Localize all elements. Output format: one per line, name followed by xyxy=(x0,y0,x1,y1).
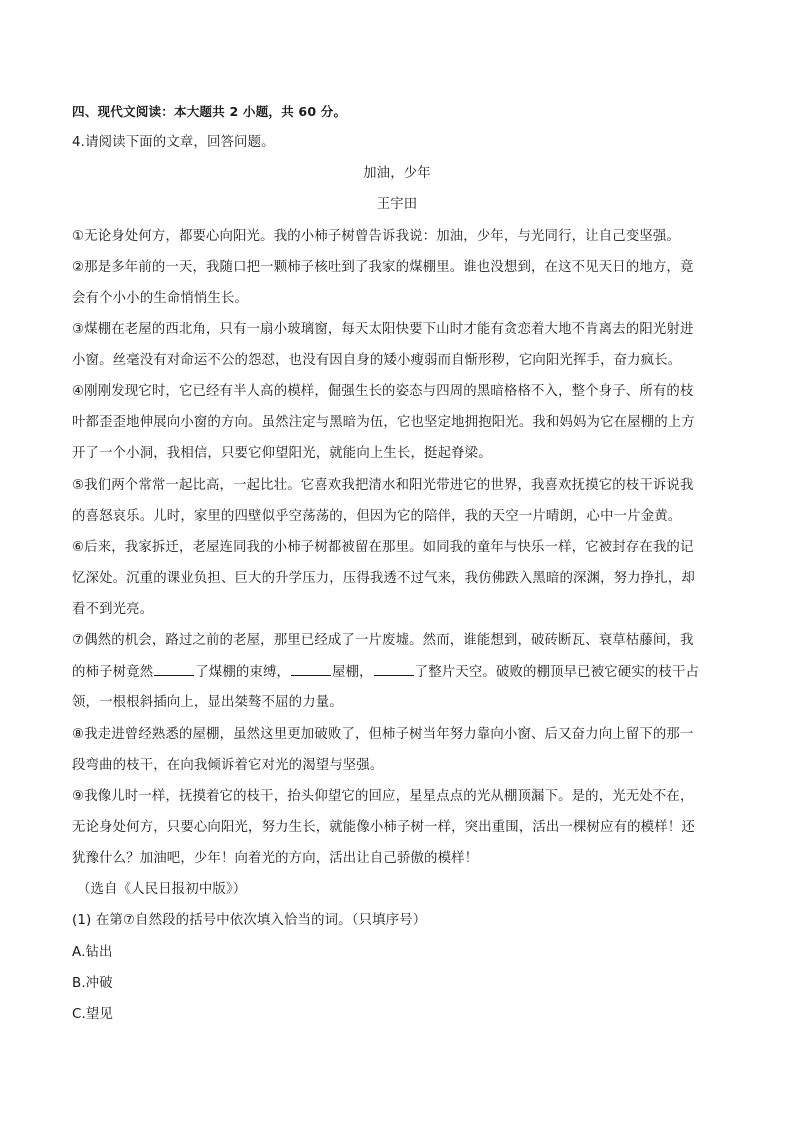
paragraph-line: 犹豫什么？加油吧，少年！向着光的方向，活出让自己骄傲的模样！ xyxy=(72,851,479,866)
paragraph-line: ⑤我们两个常常一起比高，一起比壮。它喜欢我把清水和阳光带进它的世界，我喜欢抚摸它的枝干诉说我 xyxy=(72,478,694,493)
paragraph-line: 领，一根根斜插向上，显出桀骜不屈的力量。 xyxy=(72,695,343,710)
paragraph-line: ①无论身处何方，都要心向阳光。我的小柿子树曾告诉我说：加油，少年，与光同行，让自己变坚强。 xyxy=(72,229,680,244)
paragraph-line: ⑨我像儿时一样，抚摸着它的枝干，抬头仰望它的回应，星星点点的光从棚顶漏下。是的，光无处不在， xyxy=(72,789,694,804)
article-title: 加油，少年 xyxy=(363,166,431,181)
paragraph-line: 开了一个小洞，我相信，只要它仰望阳光，就能向上生长，挺起脊梁。 xyxy=(72,446,492,461)
text-segment: 了整片天空。破败的棚顶早已被它硬实的枝干占 xyxy=(414,665,700,680)
fill-blank-2 xyxy=(291,662,331,676)
paragraph-line: 无论身处何方，只要心向阳光，努力生长，就能像小柿子树一样，突出重围，活出一棵树应有的模样！还 xyxy=(72,820,695,835)
text-segment: 的柿子树竟然 xyxy=(72,665,154,680)
paragraph-line: 的喜怒哀乐。儿时，家里的四壁似乎空荡荡的，但因为它的陪伴，我的天空一片晴朗，心中一片金黄。 xyxy=(72,509,682,524)
paragraph-line: ⑧我走进曾经熟悉的屋棚，虽然这里更加破败了，但柿子树当年努力靠向小窗、后又奋力向上留下的那一 xyxy=(72,727,694,742)
fill-blank-3 xyxy=(374,662,414,676)
text-segment: 屋棚， xyxy=(332,665,373,680)
paragraph-line: 小窗。丝毫没有对命运不公的怨怼，也没有因自身的矮小瘦弱而自惭形秽，它向阳光挥手，奋力疯长。 xyxy=(72,353,682,368)
paragraph-line: ②那是多年前的一天，我随口把一颗柿子核吐到了我家的煤棚里。谁也没想到，在这不见天日的地方，竟 xyxy=(72,260,694,275)
paragraph-line: 看不到光亮。 xyxy=(72,602,154,617)
paragraph-line: ⑥后来，我家拆迁，老屋连同我的小柿子树都被留在那里。如同我的童年与快乐一样，它被封存在我的记 xyxy=(72,540,694,555)
paragraph-line-with-blanks xyxy=(72,662,722,683)
paragraph-line: ④刚刚发现它时，它已经有半人高的模样，倔强生长的姿态与四周的黑暗格格不入，整个身子、所有的枝 xyxy=(72,384,694,399)
question-prompt: 4.请阅读下面的文章，回答问题。 xyxy=(72,135,275,150)
fill-blank-1 xyxy=(154,662,194,676)
paragraph-line: 叶都歪歪地伸展向小窗的方向。虽然注定与黑暗为伍，它也坚定地拥抱阳光。我和妈妈为它在屋棚的上方 xyxy=(72,415,695,430)
subquestion-prompt: (1) 在第⑦自然段的括号中依次填入恰当的词。（只填序号） xyxy=(72,913,427,928)
article-author: 王宇田 xyxy=(376,197,418,212)
paragraph-line: 段弯曲的枝干，在向我倾诉着它对光的渴望与坚强。 xyxy=(72,758,384,773)
paragraph-line: 忆深处。沉重的课业负担、巨大的升学压力，压得我透不过气来，我仿佛跌入黑暗的深渊，努力挣扎，却 xyxy=(72,571,695,586)
option-a: A.钻出 xyxy=(72,945,113,960)
paragraph-line: ⑦偶然的机会，路过之前的老屋，那里已经成了一片废墟。然而，谁能想到，破砖断瓦、衰草枯藤间，我 xyxy=(72,633,694,648)
paragraph-line: ③煤棚在老屋的西北角，只有一扇小玻璃窗，每天太阳快要下山时才能有贪恋着大地不肯离去的阳光射进 xyxy=(72,322,694,337)
option-b: B.冲破 xyxy=(72,976,113,991)
text-segment: 了煤棚的束缚， xyxy=(195,665,291,680)
article-source: （选自《人民日报初中版》） xyxy=(77,882,247,897)
section-heading: 四、现代文阅读：本大题共 2 小题，共 60 分。 xyxy=(72,104,347,119)
paragraph-line: 会有个小小的生命悄悄生长。 xyxy=(72,291,249,306)
option-c: C.望见 xyxy=(72,1007,113,1022)
